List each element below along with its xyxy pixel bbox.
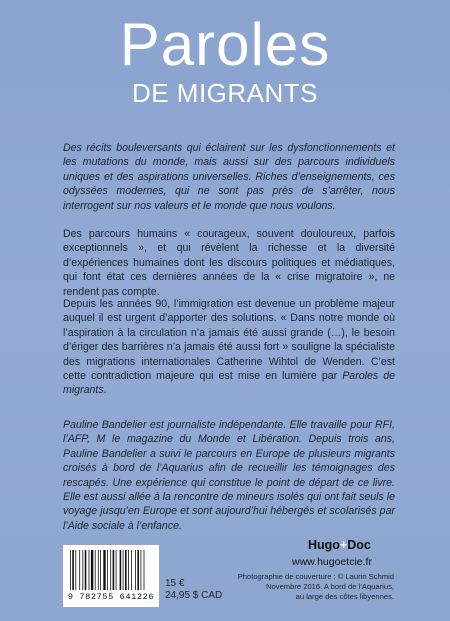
photo-credit-line-3: au large des côtes libyennes. — [295, 592, 394, 602]
author-bio: Pauline Bandelier est journaliste indépendante. Elle travaille pour RFI, l’AFP, M le magazine du Monde et Libération. Depuis trois ans, Pauline Bandelier a suivi le parcours en Europe de plusieurs migrants croisés à bord de l’Aquarius afin de recueillir les témoignages des rescapés. Une expérience qui constitue le point de départ de ce livre. Elle est aussi allée à la rencontre de mineurs isolés qui ont fait seuls le voyage jusqu’en Europe et sont aujourd’hui hébergés et scolarisés par l’Aide sociale à l’enfance. — [63, 419, 395, 532]
price-eur: 15 € — [165, 578, 185, 589]
blurb-paragraph-2: Des parcours humains « courageux, souvent douloureux, parfois exceptionnels », et qui révèlent la richesse et la diversité d’expériences humaines dont les discours politiques et médiatiques, qui font état ces dernières années de la « crise migratoire », ne rendent pas compte. — [63, 228, 395, 298]
blurb-paragraph-3-text: Depuis les années 90, l’immigration est devenue un problème majeur auquel il est urgent d’apporter des solutions. « Dans notre monde où l’aspiration à la circulation n’a jamais été aussi grande (…), le besoin d’ériger des barrières n’a jamais été aussi fort » souligne la spécialiste des migrations internationales Catherine Wihtol de Wenden. C’est cette contradiction majeure qui est mise en lumière par — [63, 298, 395, 383]
publisher-website: www.hugoetcie.fr — [292, 556, 372, 568]
price-cad: 24,95 $ CAD — [165, 590, 223, 601]
barcode-label — [63, 545, 159, 607]
blurb-intro: Des récits bouleversants qui éclairent sur les dysfonctionnements et les mutations du monde, mais aussi sur des parcours individuels uniques et des aspirations universelles. Riches d’enseignements, ces odyssées modernes, qui ne sont pas près de s’arrêter, nous interrogent sur nos valeurs et le monde que nous voulons. — [63, 142, 395, 212]
blurb-paragraph-3 — [63, 297, 395, 398]
book-title: Paroles — [119, 11, 331, 78]
photo-credit — [194, 572, 394, 603]
publisher-logo-left: Hugo — [308, 538, 340, 552]
barcode-number: 9 782755 641226 — [67, 592, 155, 602]
publisher-logo-right: Doc — [347, 538, 371, 552]
photo-credit-line-1: Photographie de couverture : © Laurin Schmid — [237, 572, 394, 581]
blurb-book-title-ref: Paroles de migrants — [63, 370, 395, 397]
barcode-icon — [69, 550, 153, 590]
publisher-logo-plus: + — [339, 538, 348, 552]
photo-credit-line-2: Novembre 2016. A bord de l’Aquarius, — [266, 582, 394, 592]
book-subtitle: DE MIGRANTS — [131, 78, 319, 108]
blurb-paragraph-3-end: . — [103, 384, 107, 397]
publisher-logo — [308, 538, 371, 552]
